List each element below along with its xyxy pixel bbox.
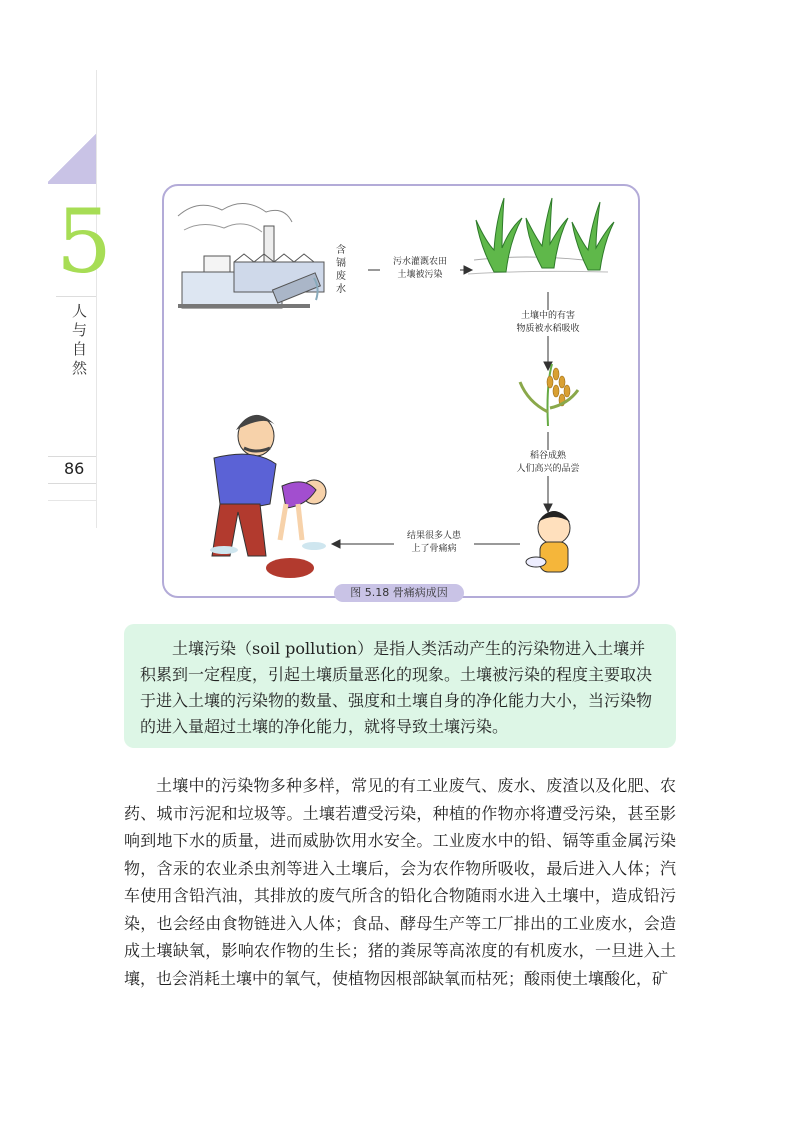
- cadmium-wastewater-label: 含 镉 废 水: [336, 245, 346, 295]
- chapter-tab-triangle: [48, 132, 96, 184]
- flow-step-2-label: 土壤中的有害 物质被水稻吸收: [500, 310, 596, 336]
- figure-caption: 图 5.18 骨痛病成因: [334, 584, 464, 602]
- factory-illustration: [178, 203, 324, 308]
- chapter-divider: [56, 296, 96, 297]
- flow-arrows: [332, 266, 552, 548]
- figure-frame: [162, 184, 640, 598]
- child-eating-illustration: [526, 511, 570, 572]
- flow-step-4-label: 结果很多人患 上了骨痛病: [394, 530, 474, 556]
- rice-paddy-illustration: [468, 198, 614, 274]
- flow-step-3-label: 稻谷成熟 人们高兴的品尝: [500, 450, 596, 476]
- chapter-number: 5: [56, 190, 112, 293]
- body-paragraph: 土壤中的污染物多种多样，常见的有工业废气、废水、废渣以及化肥、农药、城市污泥和垃圾等。土壤若遭受污染，种植的作物亦将遭受污染，甚至影响到地下水的质量，进而威胁饮用水安全。工业废水中的铅、镉等重金属污染物，含汞的农业杀虫剂等进入土壤后，会为农作物所吸收，最后进入人体；汽车使用含铅汽油，其排放的废气所含的铅化合物随雨水进入土壤中，造成铅污染，也会经由食物链进入人体；食品、酵母生产等工厂排出的工业废水，会造成土壤缺氧，影响农作物的生长；猪的粪尿等高浓度的有机废水，一旦进入土壤，也会消耗土壤中的氧气，使植物因根部缺氧而枯死；酸雨使土壤酸化，矿: [124, 776, 676, 988]
- margin-tab-tail: [48, 500, 96, 529]
- definition-text: 土壤污染（soil pollution）是指人类活动产生的污染物进入土壤并积累到一定程度，引起土壤质量恶化的现象。土壤被污染的程度主要取决于进入土壤的污染物的数量、强度和土壤自身的净化能力大小，当污染物的进入量超过土壤的净化能力，就将导致土壤污染。: [140, 639, 653, 736]
- ripe-rice-illustration: [520, 364, 578, 426]
- chapter-title: 人与自然: [72, 302, 88, 377]
- flow-step-1-label: 污水灌溉农田 土壤被污染: [380, 256, 460, 282]
- sick-people-illustration: [210, 415, 326, 578]
- page-number: 86: [64, 459, 85, 478]
- margin-line: [96, 70, 97, 528]
